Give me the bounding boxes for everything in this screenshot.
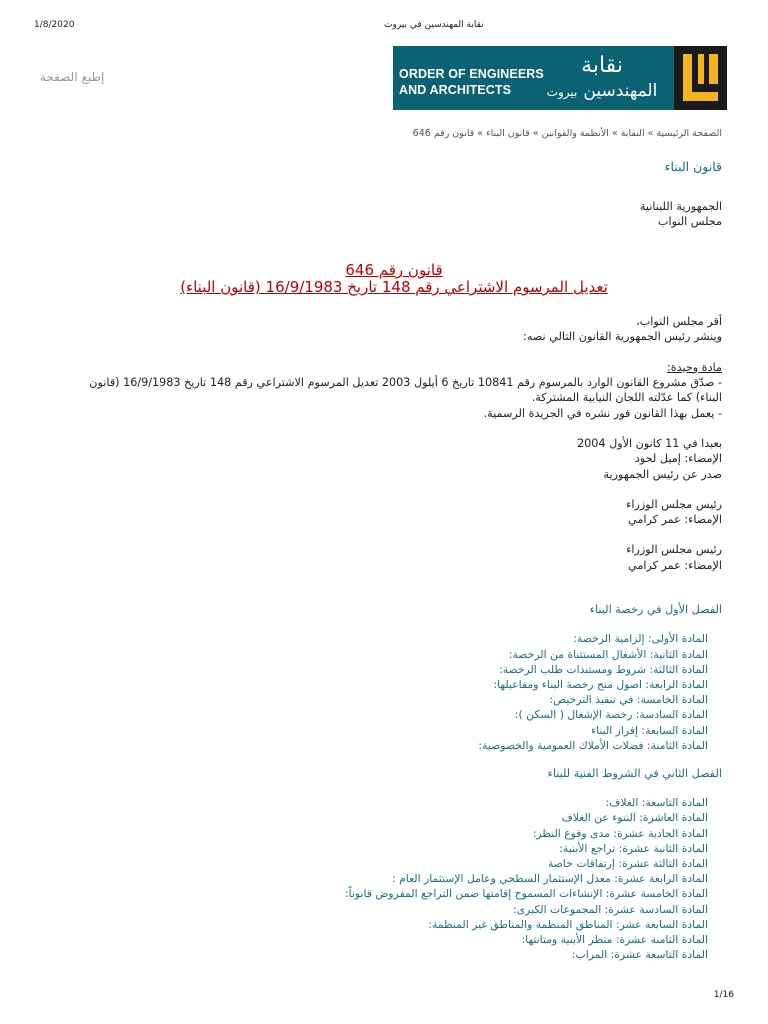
chapter-2-title[interactable]: الفصل الثاني في الشروط الفنية للبناء [547, 766, 722, 780]
site-logo[interactable] [393, 46, 727, 110]
article-link[interactable]: المادة الثانية: الأشغال المستثناة من الرخصة: [508, 647, 708, 661]
page-content [66, 126, 722, 963]
print-date: 1/8/2020 [34, 20, 75, 30]
print-page-link[interactable]: إطبع الصفحة [40, 70, 105, 84]
article-link[interactable]: المادة الثامنة: فضلات الأملاك العمومية والخصوصية: [478, 738, 708, 752]
single-article-text: - صدّق مشروع القانون الوارد بالمرسوم رقم 10841 تاريخ 6 أيلول 2003 تعديل المرسوم الاشتراعي رقم 148 تاريخ 16/9/1983 (قانون البناء) كما عدّلته اللجان النيابية المشتركة. [89, 376, 722, 405]
article-link[interactable]: المادة الأولى: إلزامية الرخصة: [573, 632, 708, 646]
article-link[interactable]: المادة السابعة: إفراز البناء [591, 723, 708, 737]
preamble-line: أقر مجلس النواب، [636, 315, 722, 329]
article-link[interactable]: المادة السادسة: رخصة الإشغال ( السكن ): [514, 708, 708, 722]
article-link[interactable]: المادة السادسة عشرة: المجموعات الكبرى: [513, 902, 708, 916]
single-article-text: - يعمل بهذا القانون فور نشره في الجريدة الرسمية. [483, 406, 722, 420]
republic-heading: الجمهورية اللبنانية [639, 199, 722, 213]
article-link[interactable]: المادة التاسعة: الغلاف: [605, 796, 708, 810]
article-link[interactable]: المادة التاسعة عشرة: المراب: [571, 948, 708, 962]
article-link[interactable]: المادة الثامنة عشرة: منظر الأبنية ومتانتها: [521, 933, 708, 947]
chapter-1-articles [66, 631, 722, 753]
article-link[interactable]: المادة الرابعة عشرة: معدل الإستثمار السطحي وعامل الإستثمار العام : [392, 872, 708, 886]
article-link[interactable]: المادة الخامسة: في تنفيذ الترخيص: [549, 693, 708, 707]
parliament-heading: مجلس النواب [657, 214, 722, 228]
article-link[interactable]: المادة العاشرة: النتوء عن الغلاف [561, 811, 708, 825]
signature-issued: صدر عن رئيس الجمهورية [603, 467, 722, 481]
law-number: قانون رقم 646 [345, 261, 443, 280]
single-article-label: مادة وحيدة: [667, 360, 722, 374]
article-link[interactable]: المادة الثالثة: شروط ومستندات طلب الرخصة: [499, 662, 708, 676]
logo-mark-icon [674, 46, 727, 110]
logo-text-line2: AND ARCHITECTS [399, 83, 512, 97]
logo-arabic-calligraphy: نقابة المهندسين بيروت [546, 53, 658, 101]
logo-text-line1: ORDER OF ENGINEERS [399, 67, 544, 81]
signature-pm-name: الإمضاء: عمر كرامي [628, 558, 722, 572]
chapter-1-title[interactable]: الفصل الأول في رخصة البناء [589, 603, 722, 617]
signature-date: بعبدا في 11 كانون الأول 2004 [577, 436, 722, 450]
signature-pm-name: الإمضاء: عمر كرامي [628, 513, 722, 527]
article-link[interactable]: المادة السابعة عشر: المناطق المنظمة والمناطق غير المنظمة: [428, 917, 708, 931]
logo-box [393, 46, 674, 110]
print-site-title: نقابة المهندسين في بيروت [384, 20, 484, 30]
chapter-2-articles [66, 795, 722, 962]
breadcrumb[interactable]: الصفحة الرئيسية » النقابة » الأنظمة والقوانين » قانون البناء » قانون رقم 646 [412, 128, 722, 139]
signature-president: الإمضاء: إميل لحود [634, 452, 722, 466]
article-link[interactable]: المادة الخامسة عشرة: الإنشاءات المسموح إقامتها ضمن التراجع المفروض قانوناً: [344, 887, 708, 901]
preamble-line: وينشر رئيس الجمهورية القانون التالي نصه: [523, 330, 722, 344]
section-title: قانون البناء [664, 159, 722, 175]
law-subtitle: تعديل المرسوم الاشتراعي رقم 148 تاريخ 16/9/1983 (قانون البناء) [180, 278, 608, 297]
page-number: 1/16 [713, 990, 734, 1000]
article-link[interactable]: المادة الحادية عشرة: مدى وقوع النظر: [532, 826, 708, 840]
signature-pm-title: رئيس مجلس الوزراء [626, 497, 722, 511]
signature-pm-title: رئيس مجلس الوزراء [626, 543, 722, 557]
article-link[interactable]: المادة الثالثة عشرة: إرتفاقات خاصة [547, 857, 708, 871]
article-link[interactable]: المادة الثانية عشرة: تراجع الأبنية: [559, 841, 708, 855]
article-link[interactable]: المادة الرابعة: اصول منح رخصة البناء ومفاعيلها: [493, 677, 708, 691]
